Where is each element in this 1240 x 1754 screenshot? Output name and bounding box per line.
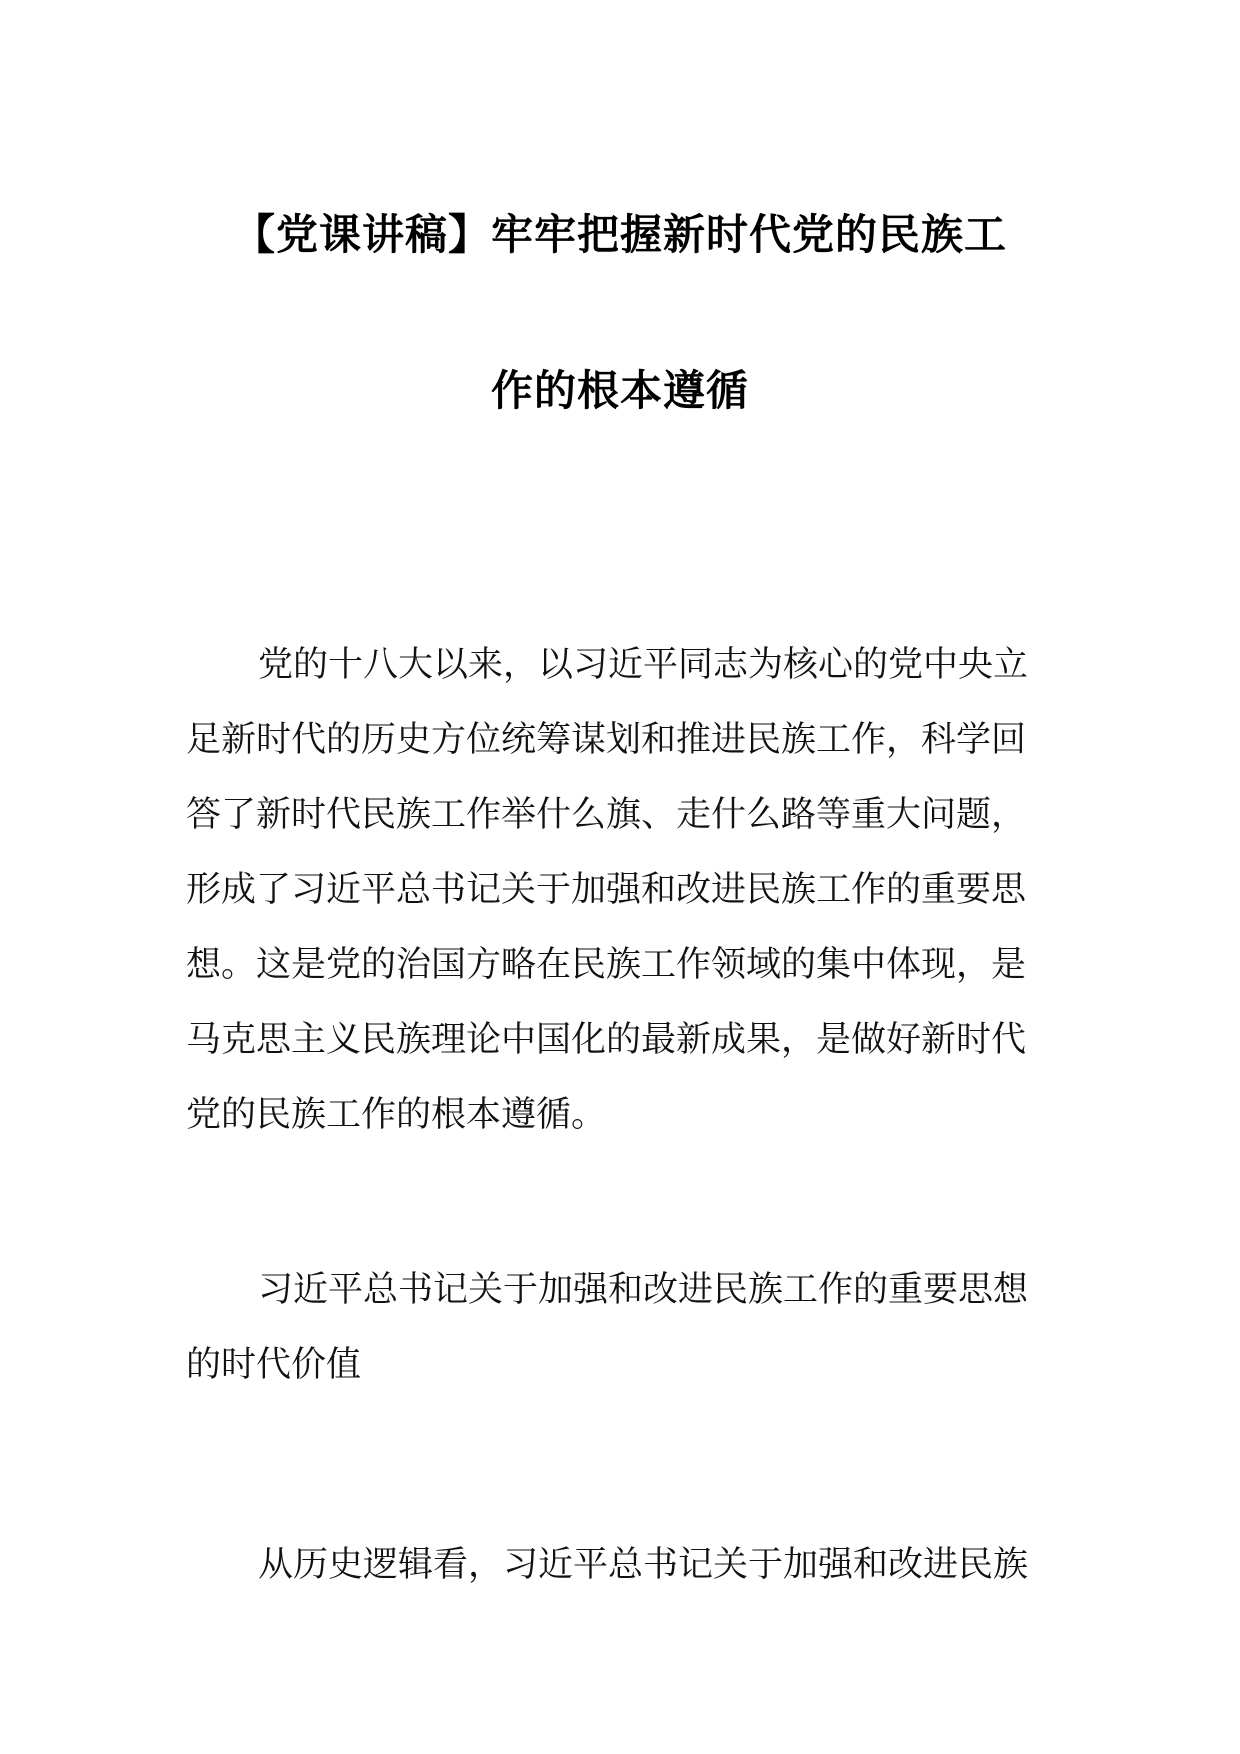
document-title-line-1: 【党课讲稿】牢牢把握新时代党的民族工 bbox=[232, 210, 1007, 259]
paragraph-line: 习近平总书记关于加强和改进民族工作的重要思想 bbox=[258, 1270, 1029, 1310]
paragraph-line: 足新时代的历史方位统筹谋划和推进民族工作，科学回 bbox=[186, 720, 1027, 760]
paragraph-line: 的时代价值 bbox=[186, 1345, 362, 1385]
paragraph-line: 从历史逻辑看，习近平总书记关于加强和改进民族 bbox=[258, 1545, 1029, 1585]
paragraph-history bbox=[186, 1528, 1052, 1603]
paragraph-line: 马克思主义民族理论中国化的最新成果，是做好新时代 bbox=[186, 1020, 1027, 1060]
paragraph-line: 党的民族工作的根本遵循。 bbox=[186, 1095, 607, 1135]
document-title-line-2: 作的根本遵循 bbox=[490, 366, 749, 415]
paragraph-line: 党的十八大以来，以习近平同志为核心的党中央立 bbox=[258, 645, 1029, 685]
paragraph-line: 形成了习近平总书记关于加强和改进民族工作的重要思 bbox=[186, 870, 1027, 910]
paragraph-line: 想。这是党的治国方略在民族工作领域的集中体现，是 bbox=[186, 945, 1027, 985]
section-heading-paragraph bbox=[186, 1253, 1052, 1403]
paragraph-line: 答了新时代民族工作举什么旗、走什么路等重大问题， bbox=[186, 795, 1027, 835]
paragraph-intro bbox=[186, 628, 1052, 1153]
